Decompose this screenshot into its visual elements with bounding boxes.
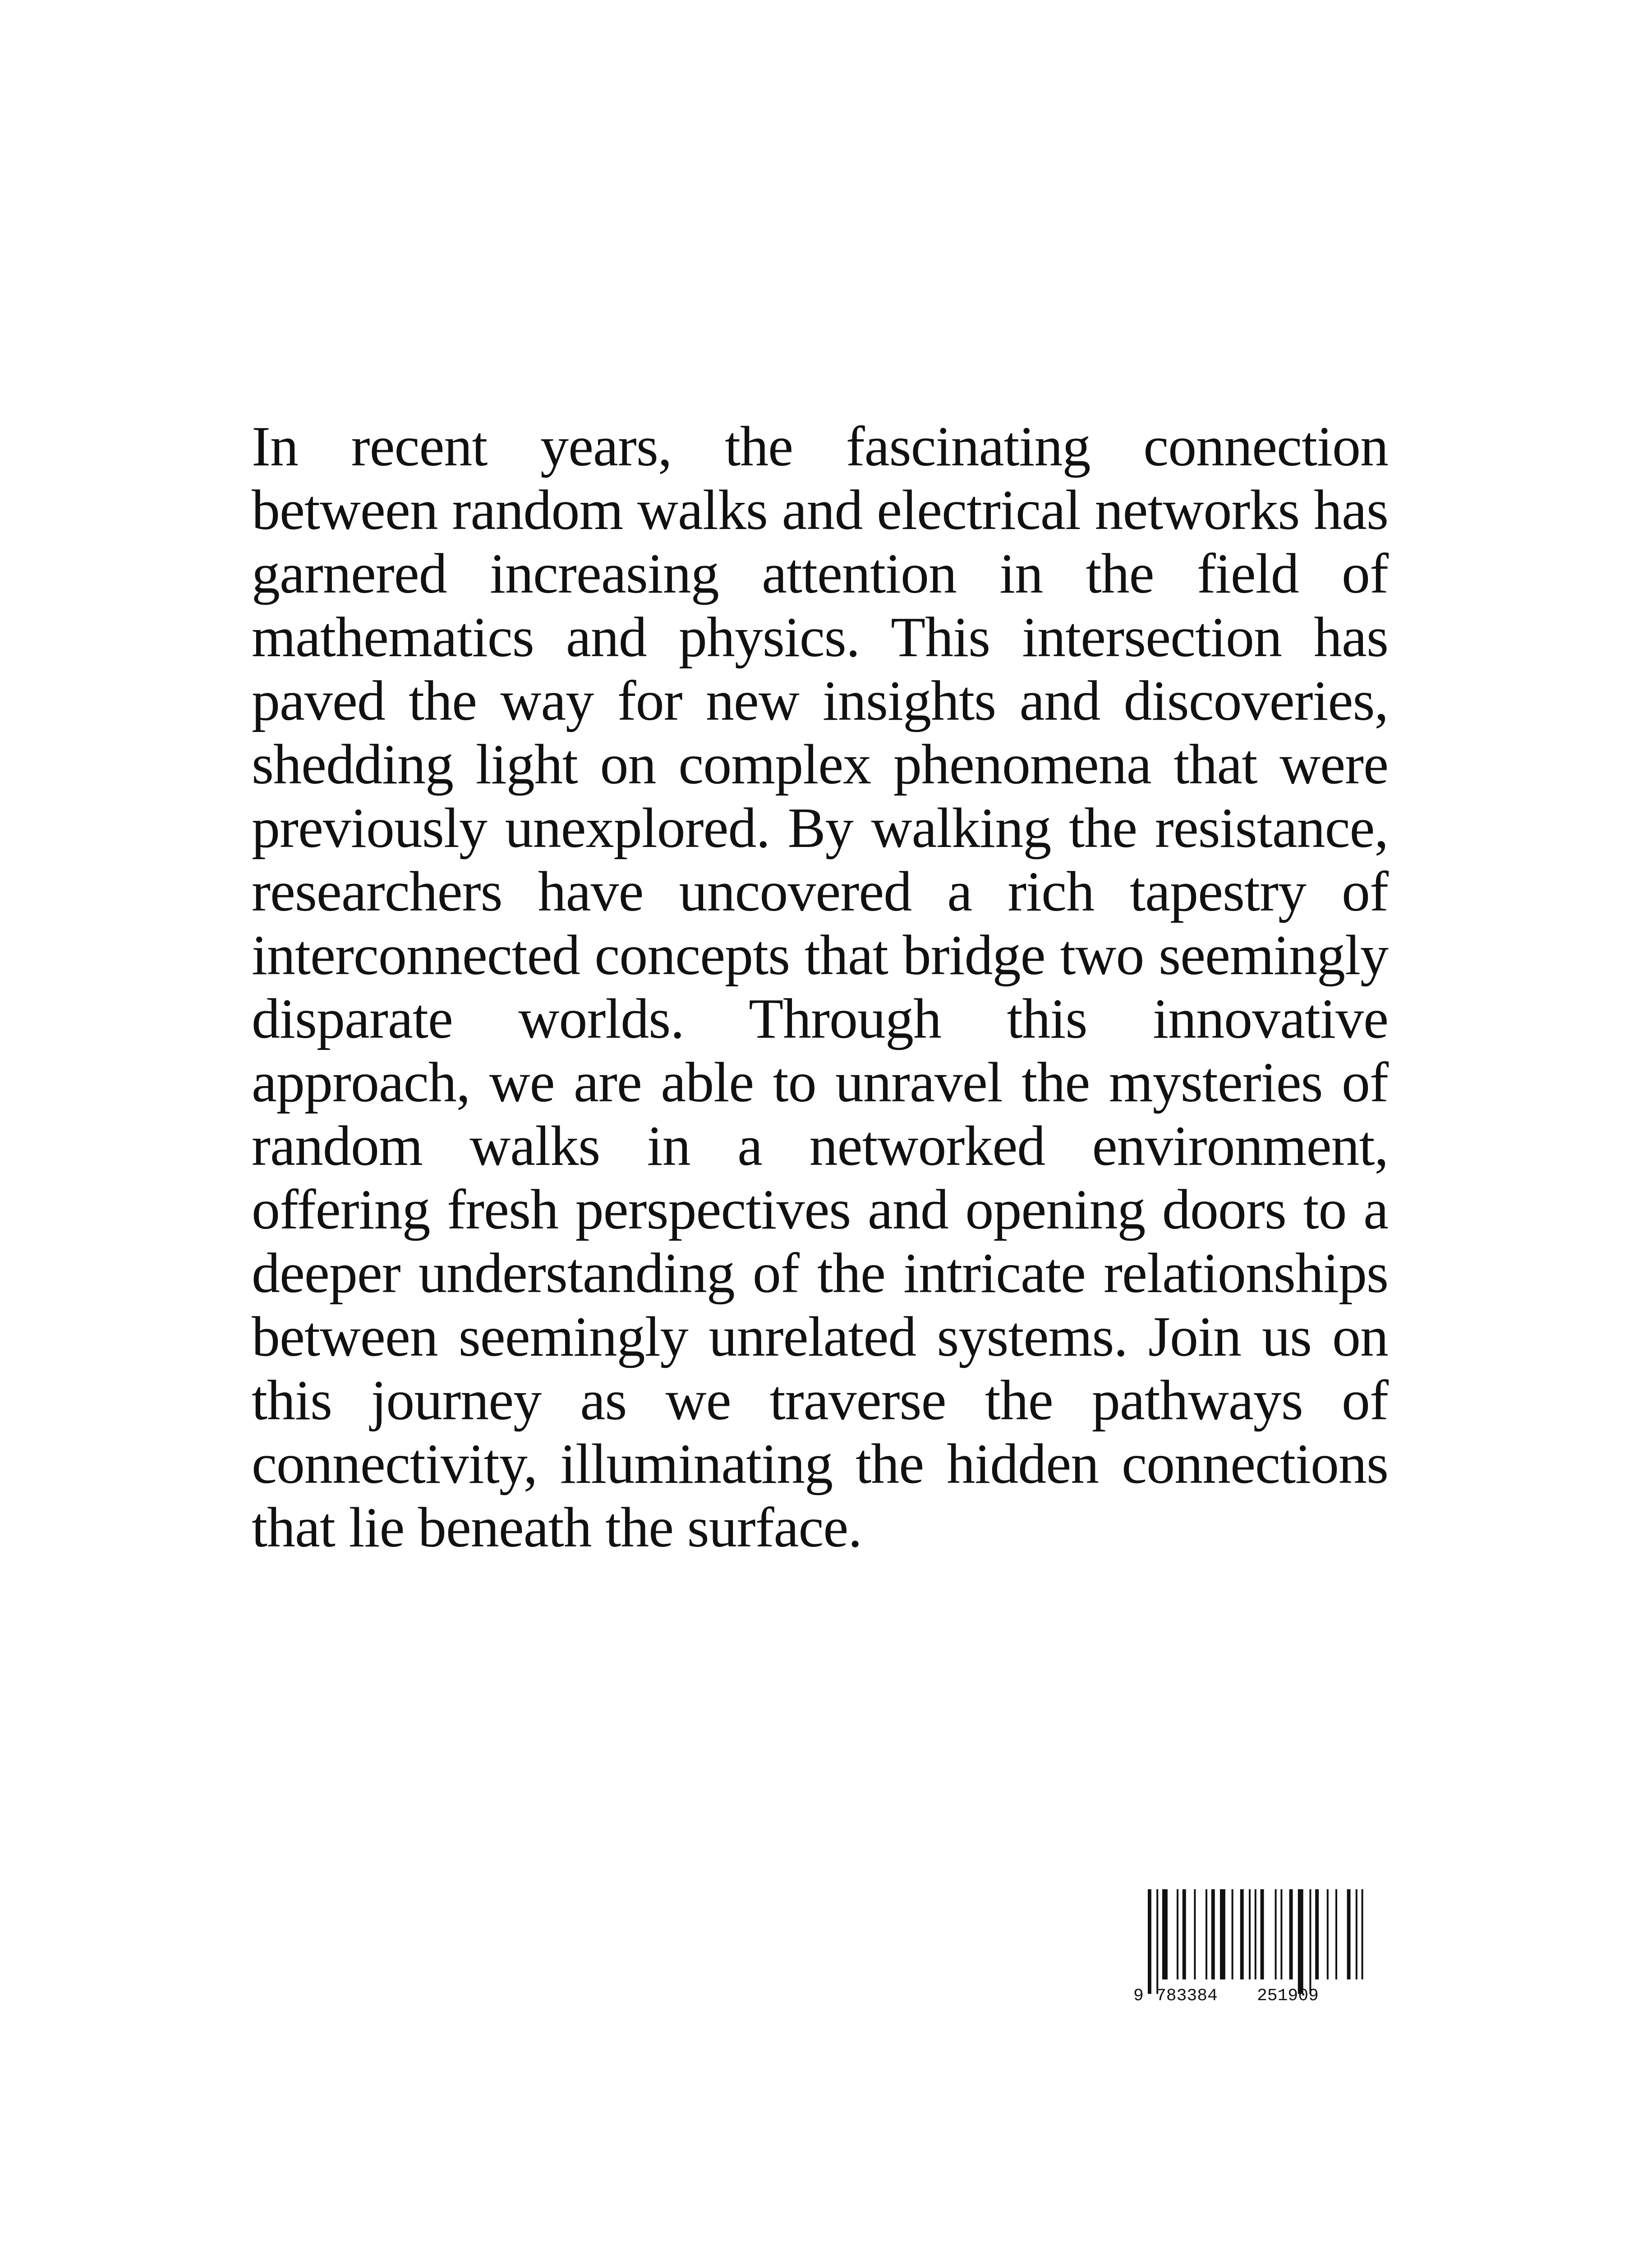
barcode-bar [1206,1889,1207,1979]
barcode-bar [1240,1889,1244,1979]
barcode-bar [1298,1889,1303,1994]
barcode-bar [1327,1889,1329,1979]
barcode-bar [1309,1889,1311,1994]
barcode-bar [1347,1889,1351,1979]
blurb-text: In recent years, the fascinating connection between random walks and electrical networks has garnered increasing attention in the field of mathematics and physics. This intersection has paved the way for new insights and discoveries, shedding light on complex phenomena that were previously unexplored. By walking the resistance, researchers have uncovered a rich tapestry of interconnected concepts that bridge two seemingly disparate worlds. Through this innovative approach, we are able to unravel the mysteries of random walks in a networked environment, offering fresh perspectives and opening doors to a deeper understanding of the intricate relationships between seemingly unrelated systems. Join us on this journey as we traverse the pathways of connectivity, illuminating the hidden connections that lie beneath the surface. [252,415,1388,1559]
barcode-bar [1220,1889,1225,1979]
barcode-bar [1148,1889,1151,1994]
barcode-bar [1356,1889,1357,1979]
barcode-lead-digit: 9 [1133,1986,1144,2005]
barcode-bar [1249,1889,1251,1979]
barcode-bar [1162,1889,1168,1979]
barcode-left-digits: 783384 [1156,1986,1218,2005]
barcode-bars [1148,1889,1364,1994]
barcode-bar [1156,1889,1158,1994]
barcode-bar [1194,1889,1196,1979]
barcode-bar [1275,1889,1277,1979]
isbn-barcode [1130,1887,1364,2005]
barcode-bar [1211,1889,1215,1979]
barcode-graphic [1130,1887,1364,2005]
barcode-bar [1280,1889,1282,1979]
barcode-bar [1177,1889,1178,1979]
barcode-bar [1255,1889,1256,1979]
barcode-bar [1232,1889,1233,1979]
barcode-bar [1289,1889,1293,1979]
barcode-bar [1315,1889,1319,1979]
barcode-bar [1261,1889,1264,1979]
barcode-bar [1362,1889,1363,1979]
barcode-bar [1183,1889,1186,1979]
barcode-right-digits: 251909 [1257,1986,1319,2005]
barcode-bar [1335,1889,1337,1979]
